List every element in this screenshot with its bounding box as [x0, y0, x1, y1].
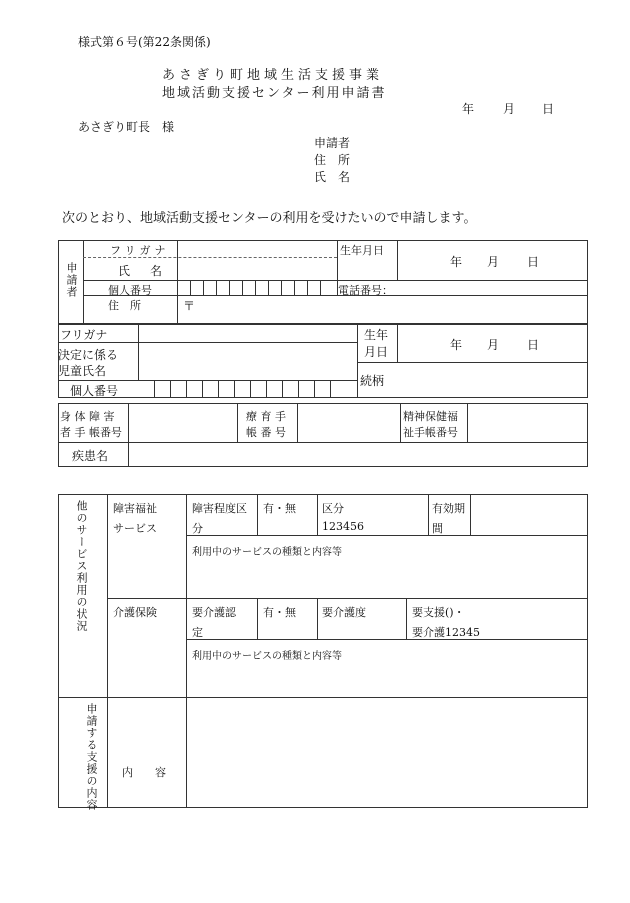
handbook-table [58, 403, 588, 467]
applicant-phone-label: 電話番号： [338, 284, 393, 297]
applicant-furigana-label: フリガナ [110, 244, 170, 257]
welfare-yes-no-option[interactable]: 有・無 [263, 502, 296, 515]
form-title-line1: あさぎり町地域生活支援事業 [162, 68, 384, 83]
postal-mark: 〒 [183, 299, 196, 313]
request-statement: 次のとおり、地域活動支援センターの利用を受けたいので申請します。 [62, 211, 477, 226]
child-name-label-line2: 児童氏名 [58, 364, 107, 378]
applicant-personal-number-label: 個人番号 [108, 284, 152, 297]
physical-handbook-label-line1: 身 体 障 害 [60, 410, 115, 423]
request-content-label: 内 容 [122, 766, 166, 779]
applicant-birth-year: 年 [450, 255, 463, 269]
applicant-birth-day: 日 [527, 255, 540, 269]
care-cert-label-line1: 要介護認 [192, 606, 236, 619]
form-title-line2: 地域活動支援センター利用申請書 [162, 86, 387, 101]
header-date-day: 日 [542, 102, 555, 116]
support-level-line2[interactable]: 要介護12345 [412, 626, 480, 639]
category-label: 区分 [322, 502, 344, 515]
applicant-birth-month: 月 [487, 255, 500, 269]
mental-handbook-label-line1: 精神保健福 [403, 410, 458, 423]
validity-label-line2: 間 [432, 522, 443, 535]
applicant-name-label: 氏 名 [118, 264, 167, 278]
child-relation-label: 続柄 [360, 374, 385, 388]
support-level-line1[interactable]: 要支援()・ [412, 606, 465, 619]
child-birth-label-line2: 月日 [364, 345, 389, 359]
care-usage-note: 利用中のサービスの種類と内容等 [192, 651, 342, 662]
applicant-address-heading: 住 所 [314, 153, 351, 167]
request-side-label: 申請する支援の内容 [85, 703, 98, 811]
child-birth-label-line1: 生年 [364, 328, 389, 342]
welfare-service-label-line1: 障害福祉 [113, 502, 157, 515]
category-values[interactable]: 123456 [322, 520, 364, 533]
child-personal-number-label: 個人番号 [70, 384, 119, 398]
child-birth-year: 年 [450, 338, 463, 352]
form-number: 様式第６号(第22条関係) [78, 35, 211, 49]
addressee: あさぎり町長 様 [78, 120, 175, 134]
rehab-handbook-label-line2: 帳 番 号 [246, 426, 286, 439]
applicant-side-label: 申請者 [65, 262, 78, 298]
welfare-usage-note: 利用中のサービスの種類と内容等 [192, 547, 342, 558]
child-birth-month: 月 [487, 338, 500, 352]
care-cert-label-line2: 定 [192, 626, 203, 639]
care-insurance-label: 介護保険 [113, 606, 157, 619]
child-birth-day: 日 [527, 338, 540, 352]
care-degree-label: 要介護度 [322, 606, 366, 619]
applicant-birthdate-label: 生年月日 [340, 244, 384, 257]
header-date-year: 年 [462, 102, 475, 116]
child-furigana-label: フリガナ [60, 328, 108, 342]
validity-label-line1: 有効期 [432, 502, 465, 515]
child-name-label-line1: 決定に係る [58, 348, 119, 362]
care-yes-no-option[interactable]: 有・無 [263, 606, 296, 619]
physical-handbook-label-line2: 者 手 帳番号 [60, 426, 122, 439]
services-side-label: 他のサービス利用の状況 [75, 500, 88, 632]
mental-handbook-label-line2: 祉手帳番号 [403, 426, 458, 439]
welfare-service-label-line2: サービス [113, 522, 157, 535]
disability-degree-label-line1: 障害程度区 [192, 502, 247, 515]
applicant-heading: 申請者 [314, 136, 351, 150]
disability-degree-label-line2: 分 [192, 522, 203, 535]
applicant-name-heading: 氏 名 [314, 170, 351, 184]
applicant-address-label: 住 所 [108, 299, 141, 312]
rehab-handbook-label-line1: 療 育 手 [246, 410, 286, 423]
header-date-month: 月 [503, 102, 516, 116]
disease-label: 疾患名 [72, 449, 109, 463]
